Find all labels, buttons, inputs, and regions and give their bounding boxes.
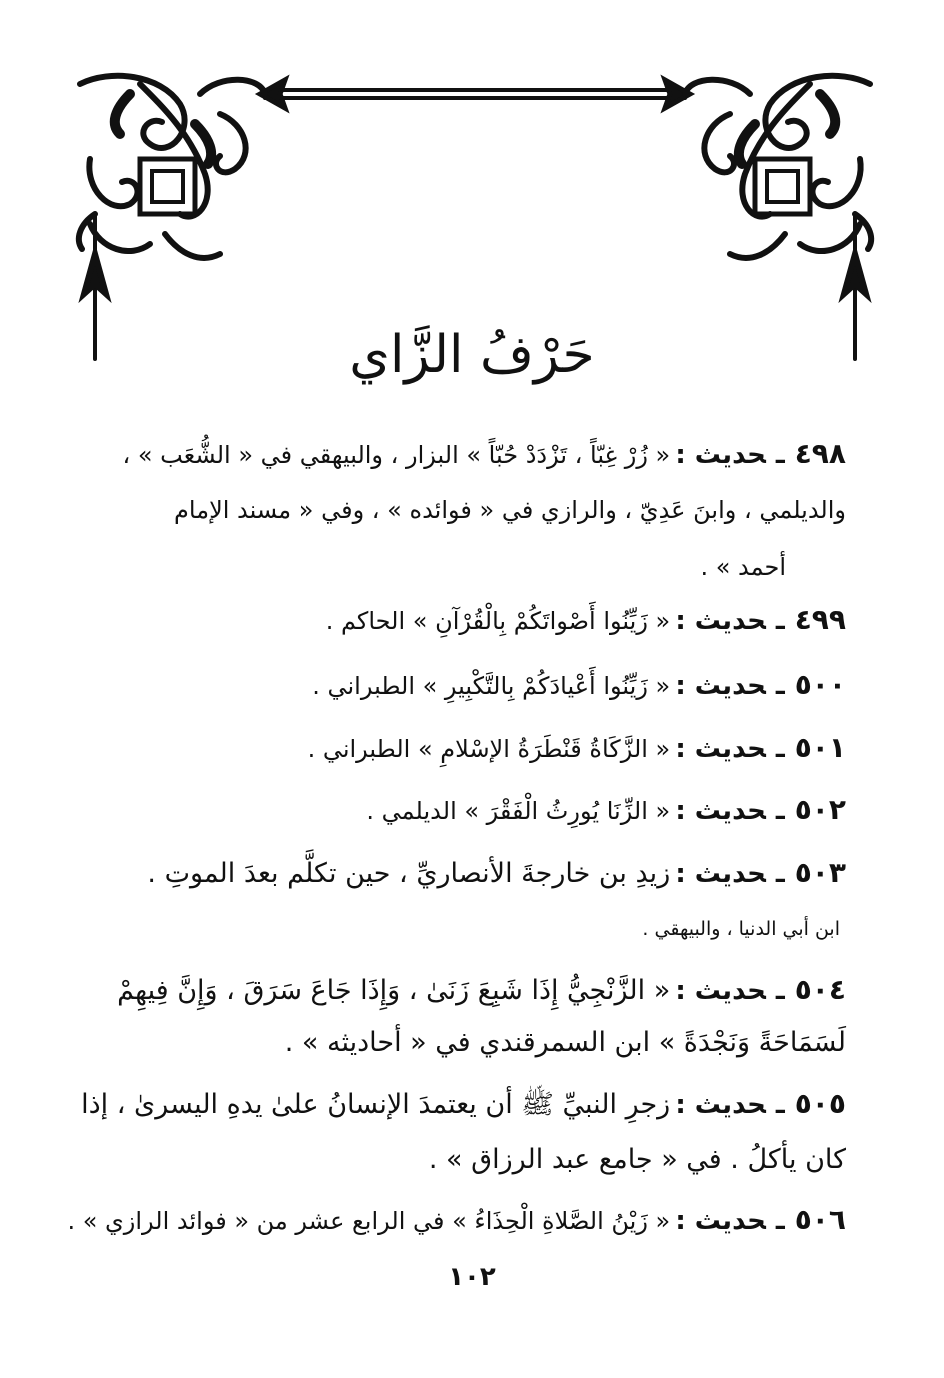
entry-keyword: حديث : [675,1206,766,1236]
entry-text-line: « زَيِّنُوا أَعْيادَكُمْ بِالتَّكْبِيرِ » الطبراني . [312,672,671,700]
hadith-entry-500 [86,663,846,711]
ornamental-header-frame [70,64,880,366]
entry-number: ٥٠١ [794,731,846,764]
entry-number: ٥٠٣ [794,856,846,889]
entry-text-line: أحمد » . [700,553,786,581]
hadith-entry-506 [67,1198,846,1246]
entry-number: ٤٩٨ [794,437,846,470]
entry-number: ٥٠٥ [794,1087,846,1120]
entry-text-line: « الزِّنَا يُورِثُ الْفَقْرَ » الديلمي . [366,797,671,825]
entry-text-line: زيدِ بن خارجةَ الأنصاريِّ ، حين تكلَّم بعدَ الموتِ . [147,858,671,889]
entry-keyword: حديث : [675,859,766,889]
entry-dash: ـ [775,1206,785,1236]
entry-text-line: « زَيِّنُوا أَصْواتَكُمْ بِالْقُرْآنِ » الحاكم . [325,607,671,635]
left-corner-ornament [79,76,265,359]
entry-text-line: « زُرْ غِبّاً ، تَزْدَدْ حُبّاً » البزار ، والبيهقي في « الشُّعَب » ، [122,441,671,469]
entry-keyword: حديث : [675,606,766,636]
entry-dash: ـ [775,1090,785,1120]
entry-keyword: حديث : [675,976,766,1006]
entry-keyword: حديث : [675,796,766,826]
entry-number: ٥٠٢ [794,793,846,826]
entry-keyword: حديث : [675,440,766,470]
entry-text-line: والديلمي ، وابنَ عَدِيّ ، والرازي في « فوائده » ، وفي « مسند الإمام [174,496,846,524]
entry-dash: ـ [775,671,785,701]
entry-text-line: « الزَّكَاةُ قَنْطَرَةُ الإسْلامِ » الطبراني . [307,735,671,763]
entry-dash: ـ [775,606,785,636]
entry-dash: ـ [775,734,785,764]
hadith-entry-498 [86,432,846,594]
entry-text-line: كان يأكلُ . في « جامع عبد الرزاق » . [428,1144,846,1175]
entry-dash: ـ [775,440,785,470]
entry-keyword: حديث : [675,734,766,764]
entry-source-line: ابن أبي الدنيا ، والبيهقي . [642,918,840,940]
entry-text-line: « زَيْنُ الصَّلاةِ الْحِذَاءُ » في الرابع عشر من « فوائد الرازي » . [67,1207,671,1235]
entry-dash: ـ [775,859,785,889]
entry-number: ٥٠٤ [794,973,846,1006]
hadith-entry-504 [86,966,846,1068]
entry-keyword: حديث : [675,671,766,701]
entry-text-line: زجرِ النبيِّ ﷺ أن يعتمدَ الإنسانُ علىٰ يدهِ اليسرىٰ ، إذا [81,1089,671,1120]
entry-dash: ـ [775,976,785,1006]
entry-text-line: لَسَمَاحَةً وَنَجْدَةً » ابن السمرقندي في « أحاديثه » . [284,1027,846,1058]
hadith-entry-502 [86,788,846,836]
entry-number: ٤٩٩ [794,603,846,636]
entry-number: ٥٠٦ [794,1203,846,1236]
page-number: ١٠٢ [448,1262,496,1292]
entry-text-line: « الزَّنْجِيُّ إِذَا شَبِعَ زَنَىٰ ، وَإِذَا جَاعَ سَرَقَ ، وَإِنَّ فِيهِمْ [117,975,671,1006]
hadith-entry-501 [86,726,846,774]
entry-number: ٥٠٠ [794,668,846,701]
right-corner-ornament [685,76,871,359]
chapter-title: حَرْفُ الزَّاي [349,324,595,385]
hadith-entry-505 [81,1080,846,1188]
entry-keyword: حديث : [675,1090,766,1120]
hadith-entry-499 [86,598,846,646]
entry-dash: ـ [775,796,785,826]
hadith-entry-503 [86,850,846,958]
